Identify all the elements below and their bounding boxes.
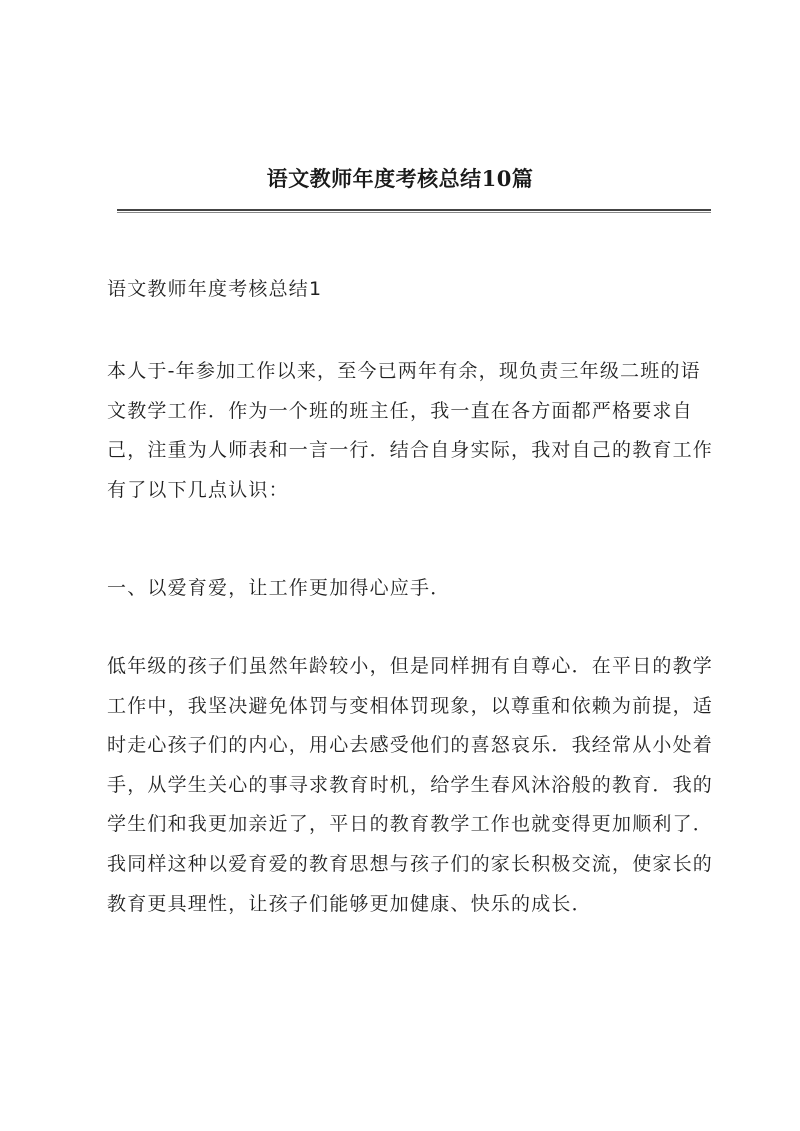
title-divider: [117, 209, 711, 213]
item-heading: 一、以爱育爱，让工作更加得心应手．: [107, 577, 451, 599]
document-title: 语文教师年度考核总结10篇: [266, 166, 534, 191]
intro-paragraph: 本人于-年参加工作以来，至今已两年有余，现负责三年级二班的语文教学工作．作为一个班的班主任，我一直在各方面都严格要求自己，注重为人师表和一言一行．结合自身实际，我对自己的教育工作有了以下几点认识：: [107, 360, 714, 501]
body-paragraph: 低年级的孩子们虽然年龄较小，但是同样拥有自尊心．在平日的教学工作中，我坚决避免体罚与变相体罚现象，以尊重和依赖为前提，适时走心孩子们的内心，用心去感受他们的喜怒哀乐．我经常从小处着手，从学生关心的事寻求教育时机，给学生春风沐浴般的教育．我的学生们和我更加亲近了，平日的教育教学工作也就变得更加顺利了．我同样这种以爱育爱的教育思想与孩子们的家长积极交流，使家长的教育更具理性，让孩子们能够更加健康、快乐的成长．: [107, 655, 714, 915]
section-heading: 语文教师年度考核总结1: [107, 278, 323, 300]
